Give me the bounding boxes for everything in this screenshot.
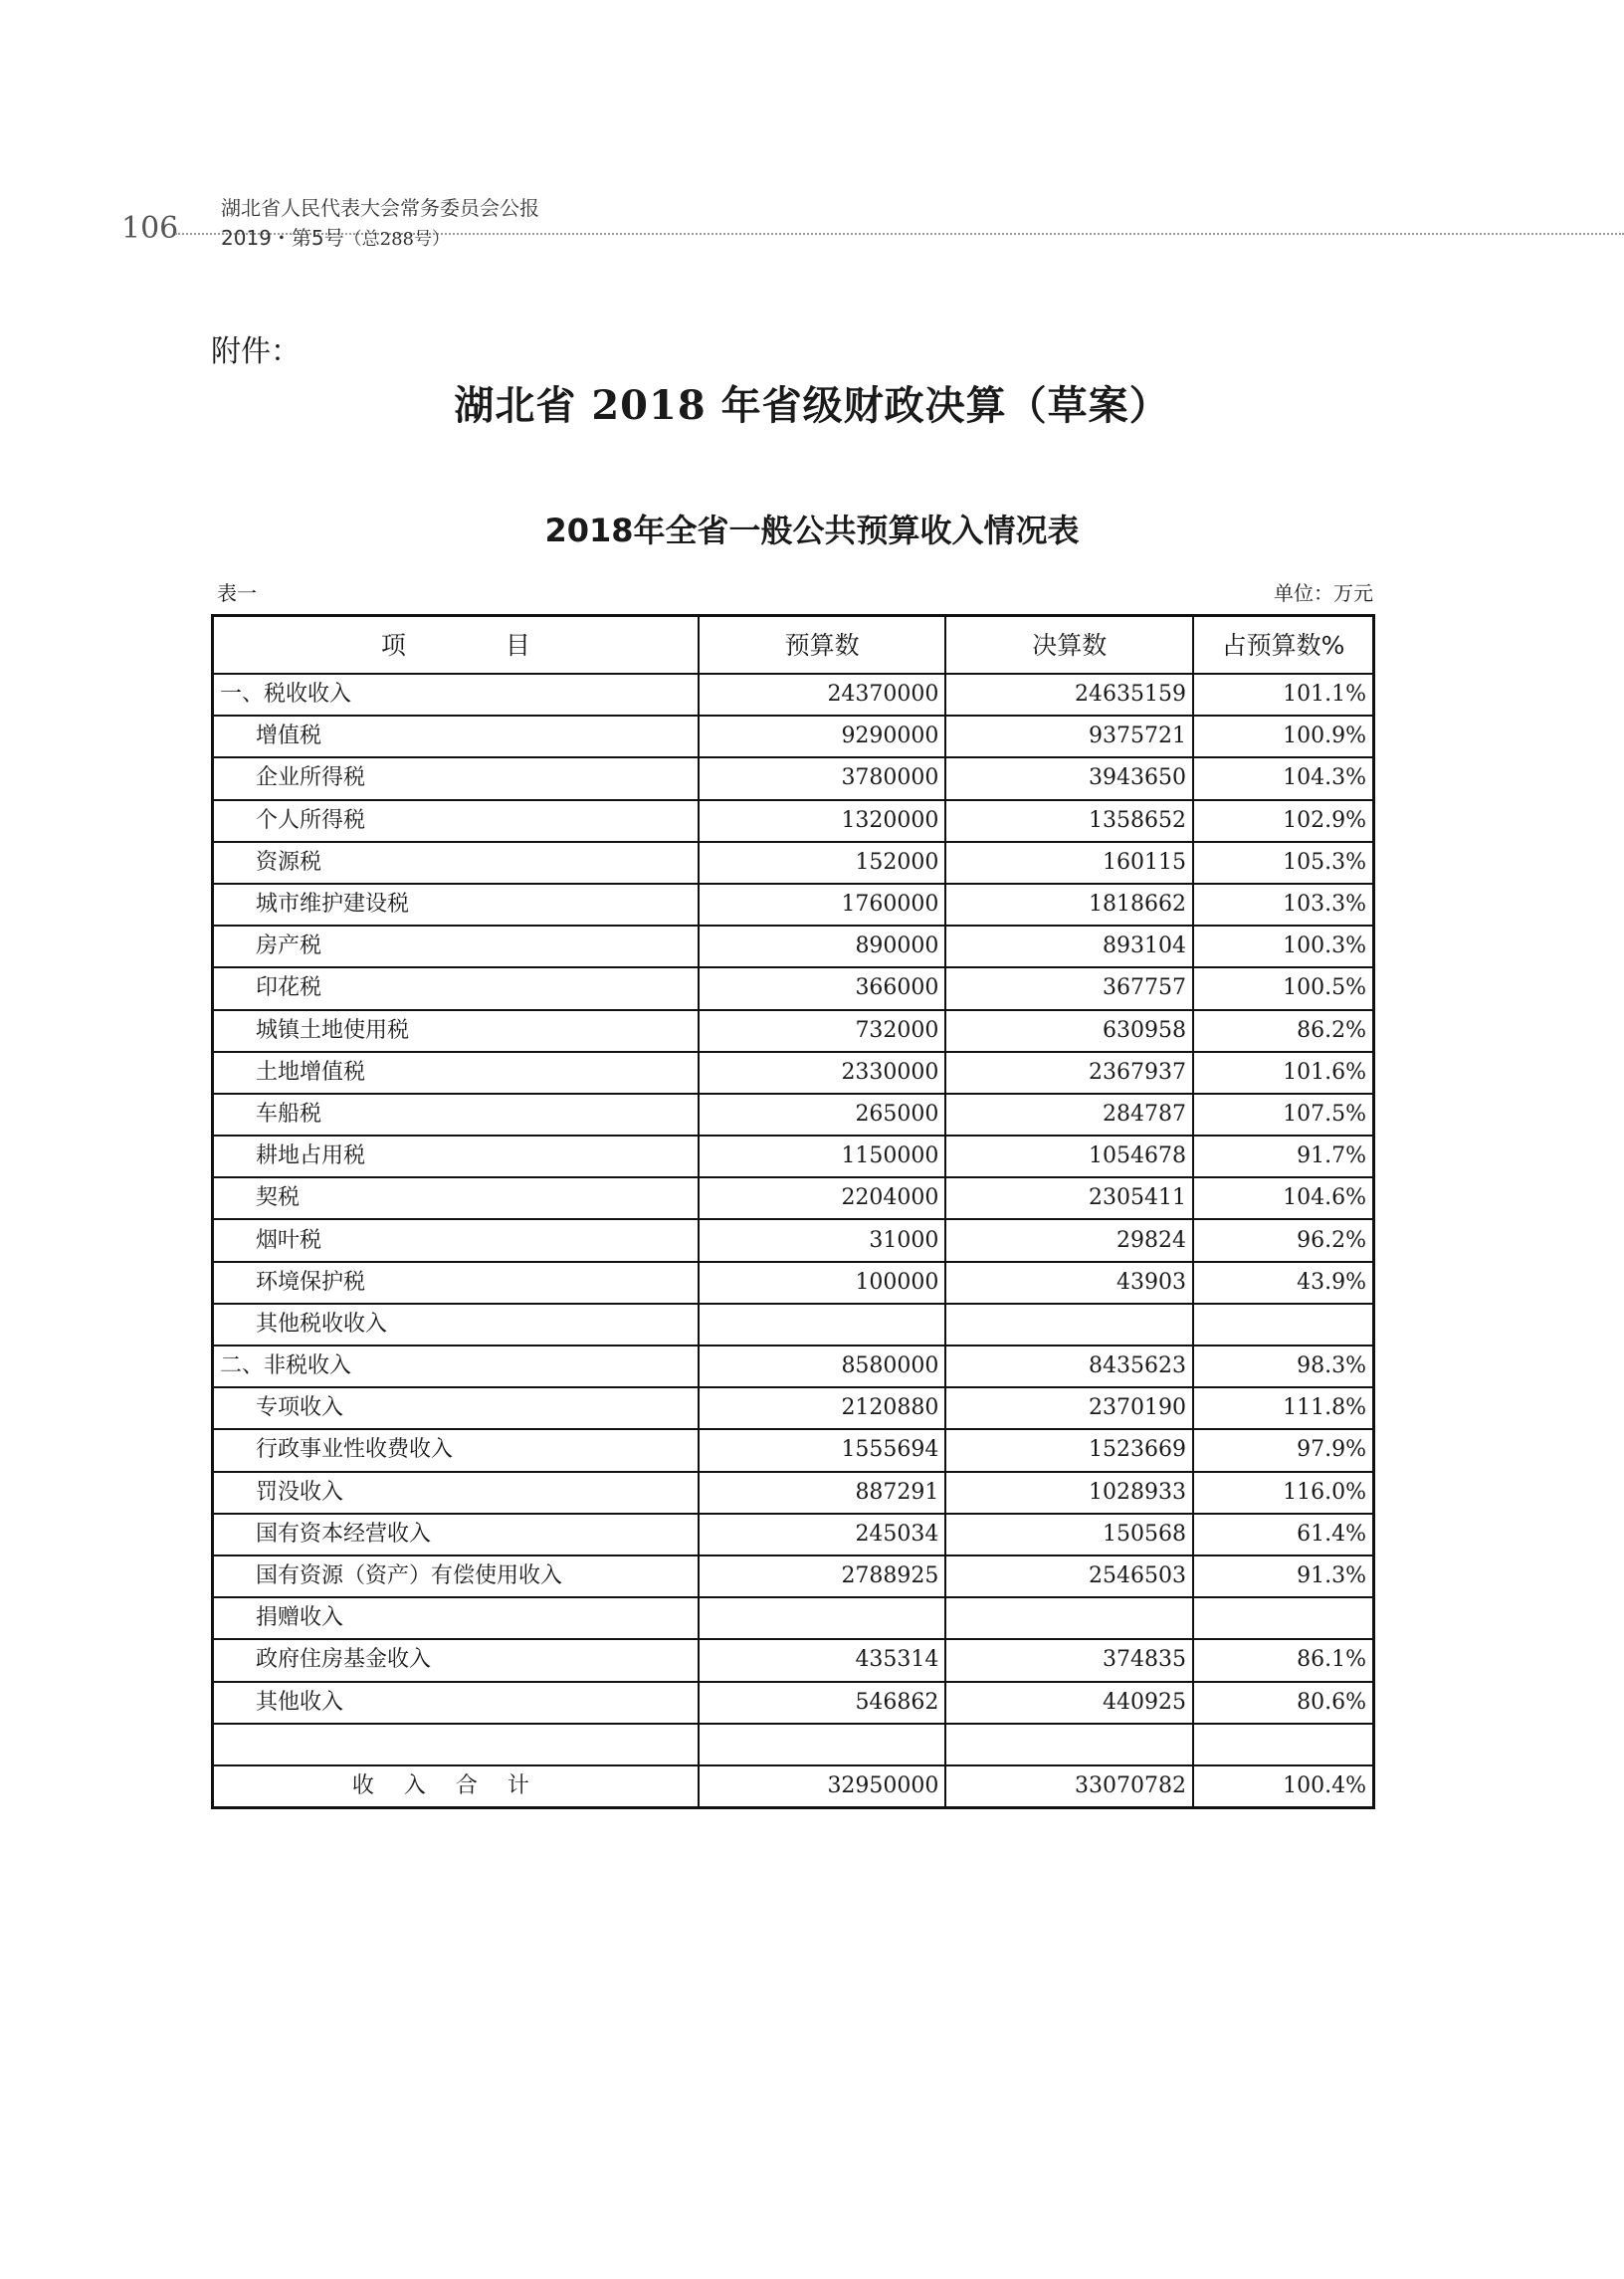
row-item: 城市维护建设税 <box>213 884 699 926</box>
row-budget: 1320000 <box>699 800 946 842</box>
row-budget: 1150000 <box>699 1136 946 1177</box>
row-final: 160115 <box>945 842 1193 884</box>
row-item: 土地增值税 <box>213 1052 699 1094</box>
row-final: 3943650 <box>945 757 1193 799</box>
table-row <box>213 1304 1374 1346</box>
row-item: 印花税 <box>213 967 699 1009</box>
table-row <box>213 757 1374 799</box>
total-percent: 100.4% <box>1193 1765 1374 1808</box>
row-final: 2546503 <box>945 1555 1193 1597</box>
row-percent <box>1193 1724 1374 1765</box>
row-final: 1523669 <box>945 1429 1193 1471</box>
row-item <box>213 1724 699 1765</box>
row-percent: 104.3% <box>1193 757 1374 799</box>
row-budget: 3780000 <box>699 757 946 799</box>
row-item: 耕地占用税 <box>213 1136 699 1177</box>
table-body <box>213 674 1374 1765</box>
table-row <box>213 1262 1374 1304</box>
column-header-item: 项 目 <box>213 616 699 675</box>
row-item: 房产税 <box>213 926 699 967</box>
row-budget: 1760000 <box>699 884 946 926</box>
row-item: 政府住房基金收入 <box>213 1639 699 1681</box>
row-percent: 43.9% <box>1193 1262 1374 1304</box>
table-row <box>213 1682 1374 1724</box>
table-row <box>213 1052 1374 1094</box>
table-row <box>213 1136 1374 1177</box>
row-budget: 24370000 <box>699 674 946 716</box>
table-row <box>213 1514 1374 1555</box>
row-percent: 100.3% <box>1193 926 1374 967</box>
row-final <box>945 1597 1193 1639</box>
row-percent: 61.4% <box>1193 1514 1374 1555</box>
table-row <box>213 1010 1374 1052</box>
row-final: 1028933 <box>945 1472 1193 1514</box>
row-budget: 435314 <box>699 1639 946 1681</box>
row-item: 车船税 <box>213 1094 699 1136</box>
row-budget: 100000 <box>699 1262 946 1304</box>
table-row <box>213 1597 1374 1639</box>
row-percent: 86.1% <box>1193 1639 1374 1681</box>
row-item: 国有资源（资产）有偿使用收入 <box>213 1555 699 1597</box>
revenue-table <box>211 614 1375 1809</box>
row-percent: 96.2% <box>1193 1219 1374 1261</box>
row-percent: 107.5% <box>1193 1094 1374 1136</box>
row-final <box>945 1724 1193 1765</box>
total-label: 收入合计 <box>213 1765 699 1808</box>
row-percent: 111.8% <box>1193 1387 1374 1429</box>
row-percent: 105.3% <box>1193 842 1374 884</box>
row-budget: 890000 <box>699 926 946 967</box>
table-row <box>213 1429 1374 1471</box>
row-budget: 245034 <box>699 1514 946 1555</box>
row-item: 捐赠收入 <box>213 1597 699 1639</box>
table-row <box>213 842 1374 884</box>
table-header-row <box>213 616 1374 675</box>
row-percent: 91.3% <box>1193 1555 1374 1597</box>
row-final: 2370190 <box>945 1387 1193 1429</box>
page-number: 106 <box>121 211 179 246</box>
row-final: 367757 <box>945 967 1193 1009</box>
row-percent <box>1193 1597 1374 1639</box>
row-item: 专项收入 <box>213 1387 699 1429</box>
row-item: 其他税收收入 <box>213 1304 699 1346</box>
row-final: 1818662 <box>945 884 1193 926</box>
row-final: 43903 <box>945 1262 1193 1304</box>
row-final: 9375721 <box>945 716 1193 757</box>
row-final: 1358652 <box>945 800 1193 842</box>
row-budget: 9290000 <box>699 716 946 757</box>
table-row <box>213 967 1374 1009</box>
table-row <box>213 926 1374 967</box>
total-final: 33070782 <box>945 1765 1193 1808</box>
row-budget: 2120880 <box>699 1387 946 1429</box>
row-budget: 2788925 <box>699 1555 946 1597</box>
table-number: 表一 <box>217 581 257 605</box>
row-budget: 2204000 <box>699 1177 946 1219</box>
total-row <box>213 1765 1374 1808</box>
total-budget: 32950000 <box>699 1765 946 1808</box>
table-title: 2018年全省一般公共预算收入情况表 <box>544 512 1080 549</box>
row-final: 8435623 <box>945 1346 1193 1387</box>
row-budget: 732000 <box>699 1010 946 1052</box>
row-percent: 100.9% <box>1193 716 1374 757</box>
attachment-label: 附件： <box>211 334 301 369</box>
table-row <box>213 1177 1374 1219</box>
table-row <box>213 1387 1374 1429</box>
row-percent: 86.2% <box>1193 1010 1374 1052</box>
row-percent <box>1193 1304 1374 1346</box>
row-percent: 100.5% <box>1193 967 1374 1009</box>
row-item: 烟叶税 <box>213 1219 699 1261</box>
row-final: 1054678 <box>945 1136 1193 1177</box>
table-row <box>213 884 1374 926</box>
row-percent: 104.6% <box>1193 1177 1374 1219</box>
row-budget <box>699 1724 946 1765</box>
row-item: 资源税 <box>213 842 699 884</box>
column-header-final: 决算数 <box>945 616 1193 675</box>
row-final: 440925 <box>945 1682 1193 1724</box>
row-final: 893104 <box>945 926 1193 967</box>
unit-label: 单位：万元 <box>1274 581 1373 605</box>
row-budget <box>699 1304 946 1346</box>
table-row <box>213 674 1374 716</box>
row-percent: 116.0% <box>1193 1472 1374 1514</box>
row-item: 国有资本经营收入 <box>213 1514 699 1555</box>
row-final: 29824 <box>945 1219 1193 1261</box>
column-header-budget: 预算数 <box>699 616 946 675</box>
row-budget: 887291 <box>699 1472 946 1514</box>
row-budget: 1555694 <box>699 1429 946 1471</box>
table-row <box>213 716 1374 757</box>
table-row <box>213 1219 1374 1261</box>
row-budget: 265000 <box>699 1094 946 1136</box>
row-item: 环境保护税 <box>213 1262 699 1304</box>
table-row <box>213 1555 1374 1597</box>
row-percent: 80.6% <box>1193 1682 1374 1724</box>
row-final <box>945 1304 1193 1346</box>
table-row <box>213 1346 1374 1387</box>
issue-number: 2019・第5号 <box>221 226 344 250</box>
row-final: 2367937 <box>945 1052 1193 1094</box>
row-item: 二、非税收入 <box>213 1346 699 1387</box>
row-final: 2305411 <box>945 1177 1193 1219</box>
row-item: 一、税收收入 <box>213 674 699 716</box>
row-budget: 8580000 <box>699 1346 946 1387</box>
row-budget <box>699 1597 946 1639</box>
row-item: 个人所得税 <box>213 800 699 842</box>
row-budget: 31000 <box>699 1219 946 1261</box>
row-item: 城镇土地使用税 <box>213 1010 699 1052</box>
row-percent: 103.3% <box>1193 884 1374 926</box>
row-percent: 91.7% <box>1193 1136 1374 1177</box>
row-percent: 101.1% <box>1193 674 1374 716</box>
row-item: 契税 <box>213 1177 699 1219</box>
table-row <box>213 1094 1374 1136</box>
row-percent: 102.9% <box>1193 800 1374 842</box>
row-item: 其他收入 <box>213 1682 699 1724</box>
issue-line <box>221 222 450 251</box>
gazette-title: 湖北省人民代表大会常务委员会公报 <box>221 196 539 220</box>
row-final: 284787 <box>945 1094 1193 1136</box>
row-budget: 152000 <box>699 842 946 884</box>
row-item: 增值税 <box>213 716 699 757</box>
row-budget: 546862 <box>699 1682 946 1724</box>
table-row <box>213 800 1374 842</box>
row-percent: 97.9% <box>1193 1429 1374 1471</box>
table-row <box>213 1639 1374 1681</box>
row-final: 630958 <box>945 1010 1193 1052</box>
issue-total: （总288号） <box>343 229 450 250</box>
row-percent: 101.6% <box>1193 1052 1374 1094</box>
row-percent: 98.3% <box>1193 1346 1374 1387</box>
row-budget: 2330000 <box>699 1052 946 1094</box>
document-title: 湖北省 2018 年省级财政决算（草案） <box>454 382 1170 429</box>
row-item: 罚没收入 <box>213 1472 699 1514</box>
table-row <box>213 1724 1374 1765</box>
row-final: 374835 <box>945 1639 1193 1681</box>
column-header-percent: 占预算数% <box>1193 616 1374 675</box>
row-item: 行政事业性收费收入 <box>213 1429 699 1471</box>
table-row <box>213 1472 1374 1514</box>
row-budget: 366000 <box>699 967 946 1009</box>
row-item: 企业所得税 <box>213 757 699 799</box>
row-final: 150568 <box>945 1514 1193 1555</box>
row-final: 24635159 <box>945 674 1193 716</box>
